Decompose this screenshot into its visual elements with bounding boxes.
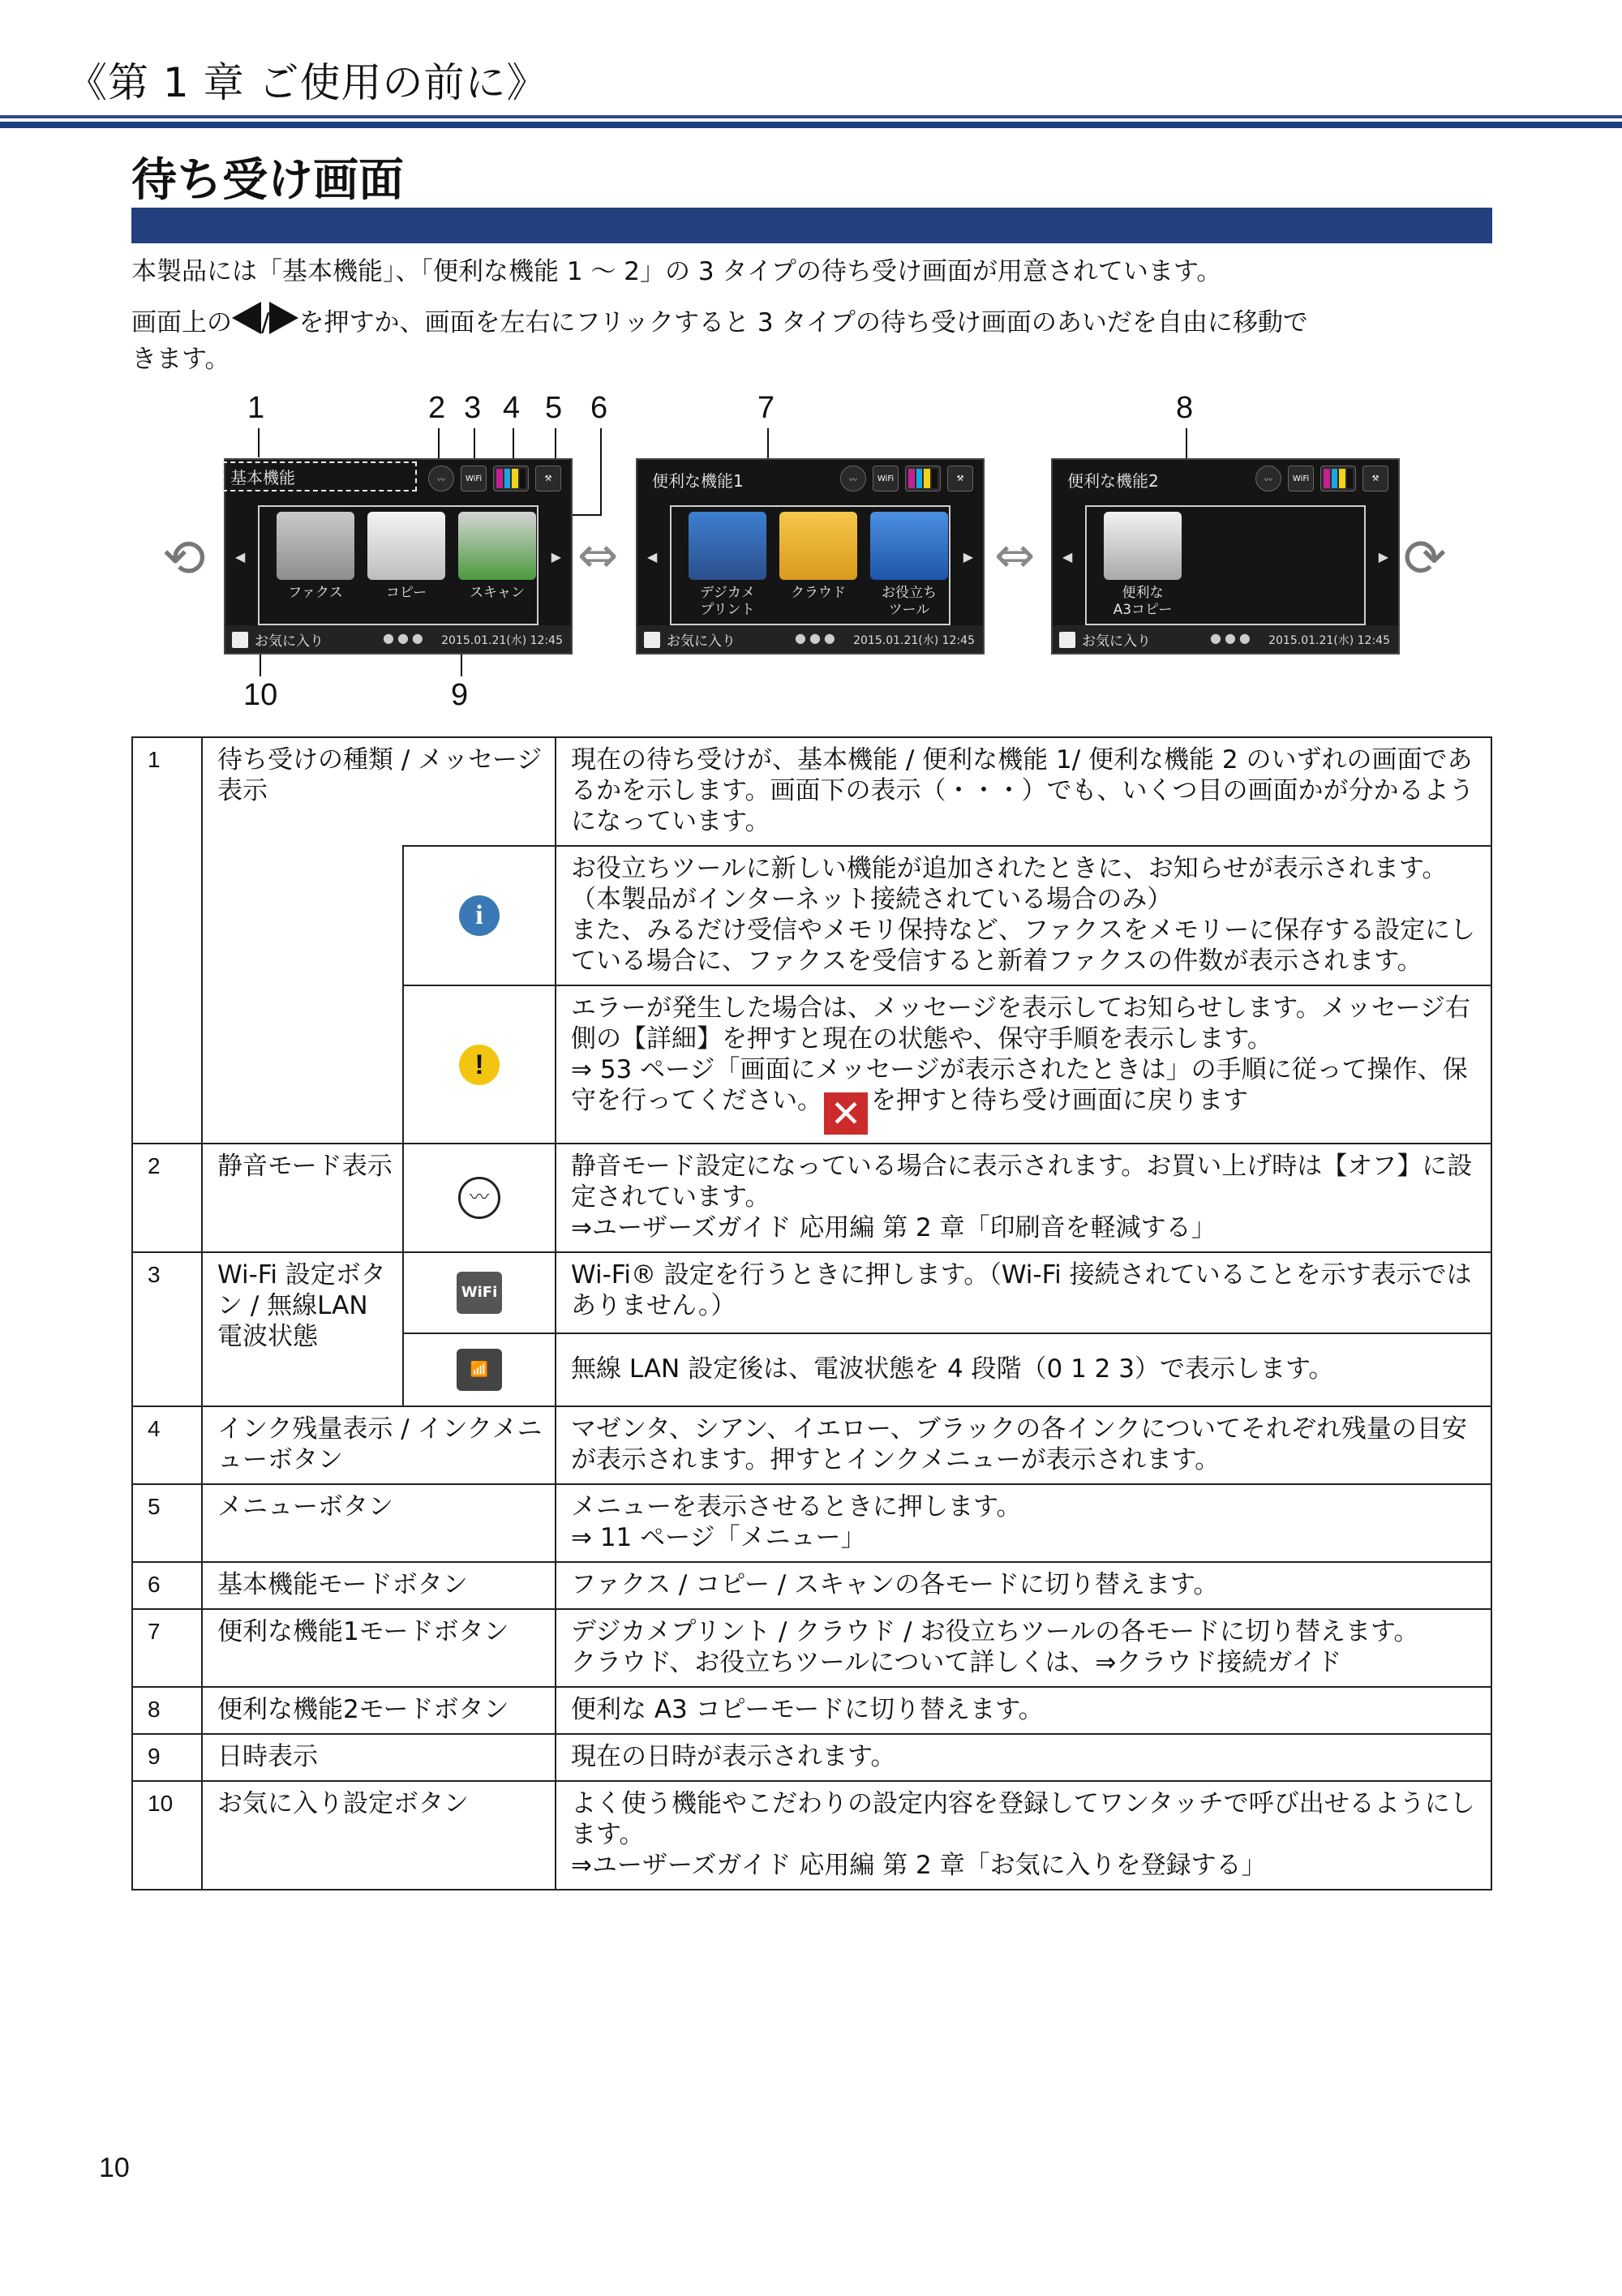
screen-top-bar — [1053, 460, 1398, 499]
a3-copy-icon — [1104, 512, 1182, 580]
row-label: 便利な機能2モードボタン — [202, 1687, 556, 1734]
ink-cyan — [504, 469, 511, 488]
copy-icon — [367, 512, 445, 580]
row-number: 4 — [132, 1406, 202, 1484]
row-number: 7 — [132, 1609, 202, 1687]
screen-top-bar — [225, 460, 571, 499]
callout-2: 2 — [428, 391, 446, 425]
row-label: 日時表示 — [202, 1734, 556, 1781]
row-description: 現在の日時が表示されます。 — [556, 1734, 1491, 1781]
row-label: 静音モード表示 — [202, 1144, 403, 1252]
row-number: 5 — [132, 1484, 202, 1562]
callout-8: 8 — [1176, 391, 1194, 425]
mode-panel — [670, 505, 950, 625]
callout-6: 6 — [590, 391, 608, 425]
table-row — [132, 1144, 1491, 1252]
intro-line-2-before: 画面上の — [131, 308, 232, 337]
screen-title: 便利な機能2 — [1067, 471, 1159, 491]
screen-left-arrow-icon[interactable]: ◀ — [647, 549, 658, 564]
row-description: Wi-Fi® 設定を行うときに押します。（Wi-Fi 接続されていることを示す表示ではありません。） — [556, 1252, 1491, 1333]
leader-1 — [258, 428, 260, 457]
row-description: よく使う機能やこだわりの設定内容を登録してワンタッチで呼び出せるようにします。 ⇒ユーザーズガイド 応用編 第 2 章「お気に入りを登録する」 — [556, 1781, 1491, 1890]
close-icon: ✕ — [824, 1092, 868, 1135]
title-bar — [131, 208, 1492, 243]
scan-icon — [458, 512, 536, 580]
menu-button-icon[interactable]: ⚒ — [535, 466, 561, 491]
row-label: 基本機能モードボタン — [202, 1562, 556, 1609]
callout-3: 3 — [464, 391, 482, 425]
table-row — [132, 1734, 1491, 1781]
table-row — [132, 1406, 1491, 1484]
ink-black — [520, 469, 526, 488]
page-number: 10 — [99, 2152, 130, 2183]
row-label: 便利な機能1モードボタン — [202, 1609, 556, 1687]
row-label-empty — [202, 846, 403, 1144]
screen-basic — [224, 458, 573, 654]
legend-table — [131, 736, 1492, 1890]
row-number: 2 — [132, 1144, 202, 1252]
row-description: 無線 LAN 設定後は、電波状態を 4 段階（0 1 2 3）で表示します。 — [556, 1333, 1491, 1406]
callout-7: 7 — [757, 391, 775, 425]
ink-black — [1347, 469, 1354, 488]
screen-convenient-2 — [1051, 458, 1400, 654]
callout-5: 5 — [545, 391, 563, 425]
row-icon-cell — [403, 985, 556, 1144]
wifi-button-icon[interactable]: WiFi — [461, 466, 487, 491]
table-row — [132, 1609, 1491, 1687]
favorite-icon — [1059, 632, 1075, 648]
datetime: 2015.01.21(水) 12:45 — [1268, 634, 1390, 647]
chapter-heading: 《第 1 章 ご使用の前に》 — [67, 59, 548, 106]
quiet-mode-icon: 〰 — [1255, 466, 1281, 491]
row-number: 8 — [132, 1687, 202, 1734]
mode-panel — [1085, 505, 1366, 625]
table-row — [132, 1687, 1491, 1734]
row-number: 10 — [132, 1781, 202, 1890]
row-icon-cell — [403, 1252, 556, 1333]
callout-10: 10 — [243, 678, 278, 712]
wifi-signal-icon: 📶 — [457, 1349, 502, 1391]
page-dots: ●●● — [795, 630, 839, 646]
table-row — [132, 1484, 1491, 1562]
row-description: マゼンタ、シアン、イエロー、ブラックの各インクについてそれぞれ残量の目安が表示されます。押すとインクメニューが表示されます。 — [556, 1406, 1491, 1484]
ink-magenta — [496, 469, 503, 488]
row-label: 待ち受けの種類 / メッセージ表示 — [202, 737, 556, 846]
header-rule-thin — [0, 115, 1622, 118]
ink-yellow — [1339, 469, 1345, 488]
row-description: 静音モード設定になっている場合に表示されます。お買い上げ時は【オフ】に設定されています。 ⇒ユーザーズガイド 応用編 第 2 章「印刷音を軽減する」 — [556, 1144, 1491, 1252]
tile-a3-copy-label: 便利な A3コピー — [1113, 585, 1173, 618]
leader-4 — [513, 428, 514, 462]
status-icons — [1255, 466, 1388, 491]
row-label: お気に入り設定ボタン — [202, 1781, 556, 1890]
screen-top-bar — [637, 460, 983, 499]
cycle-right-icon: ⟳ — [1403, 529, 1447, 589]
ink-magenta — [1324, 469, 1330, 488]
row-number: 6 — [132, 1562, 202, 1609]
callout-1: 1 — [247, 391, 265, 425]
cycle-left-icon: ⟲ — [162, 529, 206, 589]
tile-copy[interactable] — [362, 512, 451, 602]
left-triangle-icon — [232, 302, 261, 334]
info-icon: i — [459, 895, 500, 936]
ink-button-icon[interactable] — [905, 466, 941, 491]
menu-button-icon[interactable]: ⚒ — [1362, 466, 1388, 491]
wifi-icon: WiFi — [457, 1272, 502, 1314]
tile-tools[interactable] — [865, 512, 954, 619]
datetime: 2015.01.21(水) 12:45 — [441, 634, 563, 647]
table-row — [132, 737, 1491, 846]
screen-right-arrow-icon[interactable]: ▶ — [963, 549, 973, 564]
wifi-button-icon[interactable]: WiFi — [1288, 466, 1314, 491]
row-description: メニューを表示させるときに押します。 ⇒ 11 ページ「メニュー」 — [556, 1484, 1491, 1562]
favorite-button[interactable] — [1059, 629, 1151, 650]
quiet-mode-icon: 〰 — [428, 466, 454, 491]
row-icon-cell — [403, 1333, 556, 1406]
screen-left-arrow-icon[interactable]: ◀ — [235, 549, 246, 564]
swap-arrow-icon-2: ⇔ — [994, 527, 1036, 584]
page-dots: ●●● — [1210, 630, 1254, 646]
status-icons — [840, 466, 973, 491]
row-description — [556, 985, 1491, 1144]
row-number: 3 — [132, 1252, 202, 1406]
row-description: ファクス / コピー / スキャンの各モードに切り替えます。 — [556, 1562, 1491, 1609]
tile-a3-copy[interactable] — [1098, 512, 1187, 619]
ink-cyan — [1332, 469, 1338, 488]
datetime: 2015.01.21(水) 12:45 — [853, 634, 975, 647]
intro-line-1: 本製品には「基本機能」、「便利な機能 1 〜 2」の 3 タイプの待ち受け画面が用意されています。 — [131, 257, 1222, 286]
menu-button-icon[interactable]: ⚒ — [947, 466, 973, 491]
section-title: 待ち受け画面 — [131, 154, 404, 207]
leader-5 — [555, 428, 556, 462]
favorite-button[interactable] — [644, 629, 736, 650]
warning-icon: ! — [459, 1045, 500, 1085]
screen-right-arrow-icon[interactable]: ▶ — [551, 549, 561, 564]
intro-line-2 — [131, 302, 1494, 341]
row-description-after: を押すと待ち受け画面に戻ります — [871, 1086, 1248, 1115]
intro-line-3: きます。 — [131, 345, 230, 374]
mode-panel — [258, 505, 539, 625]
ink-button-icon[interactable] — [1320, 466, 1356, 491]
row-label: Wi-Fi 設定ボタン / 無線LAN電波状態 — [202, 1252, 403, 1406]
fax-icon — [277, 512, 354, 580]
favorite-label: お気に入り — [667, 633, 736, 650]
favorite-icon — [232, 632, 248, 648]
screen-left-arrow-icon[interactable]: ◀ — [1062, 549, 1073, 564]
intro-line-2-after: を押すか、画面を左右にフリックすると 3 タイプの待ち受け画面のあいだを自由に移動で — [298, 308, 1308, 337]
tile-copy-label: コピー — [385, 585, 427, 601]
quiet-mode-icon: 〰 — [458, 1177, 500, 1219]
tile-cloud-label: クラウド — [791, 585, 846, 601]
row-icon-cell — [403, 846, 556, 985]
right-triangle-icon — [269, 302, 298, 334]
ink-magenta — [908, 469, 915, 488]
tile-scan-label: スキャン — [470, 585, 525, 601]
tools-icon — [870, 512, 948, 580]
screen-convenient-1 — [636, 458, 985, 654]
ink-button-icon[interactable] — [493, 466, 529, 491]
ink-black — [932, 469, 938, 488]
ink-cyan — [916, 469, 923, 488]
favorite-label: お気に入り — [1082, 633, 1151, 650]
header-rule-thick — [0, 122, 1622, 128]
row-description: デジカメプリント / クラウド / お役立ちツールの各モードに切り替えます。 クラウド、お役立ちツールについて詳しくは、⇒クラウド接続ガイド — [556, 1609, 1491, 1687]
ink-yellow — [924, 469, 930, 488]
row-number: 1 — [132, 737, 202, 1144]
table-row — [132, 1781, 1491, 1890]
tile-tools-label: お役立ち ツール — [882, 585, 937, 618]
leader-6 — [600, 428, 602, 516]
slash: / — [261, 308, 270, 337]
favorite-button[interactable] — [232, 629, 324, 650]
row-number: 9 — [132, 1734, 202, 1781]
tile-fax-label: ファクス — [288, 585, 343, 601]
favorite-label: お気に入り — [255, 633, 324, 650]
tile-photo-print[interactable] — [683, 512, 772, 619]
tile-photo-print-label: デジカメ プリント — [700, 585, 755, 618]
screen-right-arrow-icon[interactable]: ▶ — [1378, 549, 1388, 564]
cloud-folder-icon — [779, 512, 857, 580]
row-description: 現在の待ち受けが、基本機能 / 便利な機能 1/ 便利な機能 2 のいずれの画面であるかを示します。画面下の表示（・・・）でも、いくつ目の画面かが分かるようになっています。 — [556, 737, 1491, 846]
favorite-icon — [644, 632, 660, 648]
tile-scan[interactable] — [453, 512, 542, 602]
row-description: お役立ちツールに新しい機能が追加されたときに、お知らせが表示されます。（本製品がインターネット接続されている場合のみ） また、みるだけ受信やメモリ保持など、ファクスをメモリーに保存する設定にしている場合に、ファクスを受信すると新着ファクスの件数が表示されます。 — [556, 846, 1491, 985]
swap-arrow-icon-1: ⇔ — [577, 527, 619, 584]
quiet-mode-icon: 〰 — [840, 466, 866, 491]
table-row — [132, 1562, 1491, 1609]
callout-9: 9 — [451, 678, 469, 712]
tile-cloud[interactable] — [774, 512, 863, 602]
screen-bottom-bar — [1053, 625, 1398, 653]
row-label: インク残量表示 / インクメニューボタン — [202, 1406, 556, 1484]
row-description-before: エラーが発生した場合は、メッセージを表示してお知らせします。メッセージ右側の【詳細】を押すと現在の状態や、保守手順を表示します。 ⇒ 53 ページ「画面にメッセージが表示されたときは」の手順に従って操作、保守を行ってください。 — [571, 994, 1470, 1115]
page-dots: ●●● — [383, 630, 427, 646]
row-icon-cell — [403, 1144, 556, 1252]
row-description: 便利な A3 コピーモードに切り替えます。 — [556, 1687, 1491, 1734]
callout-4: 4 — [503, 391, 521, 425]
screen-title: 便利な機能1 — [652, 471, 744, 491]
screen-title[interactable]: 基本機能 — [222, 461, 417, 491]
screen-bottom-bar — [637, 625, 983, 653]
tile-fax[interactable] — [271, 512, 360, 602]
wifi-button-icon[interactable]: WiFi — [873, 466, 899, 491]
status-icons — [428, 466, 561, 491]
screen-bottom-bar — [225, 625, 571, 653]
ink-yellow — [512, 469, 518, 488]
camera-icon — [689, 512, 766, 580]
row-label: メニューボタン — [202, 1484, 556, 1562]
table-row — [132, 1252, 1491, 1333]
table-row — [132, 846, 1491, 985]
